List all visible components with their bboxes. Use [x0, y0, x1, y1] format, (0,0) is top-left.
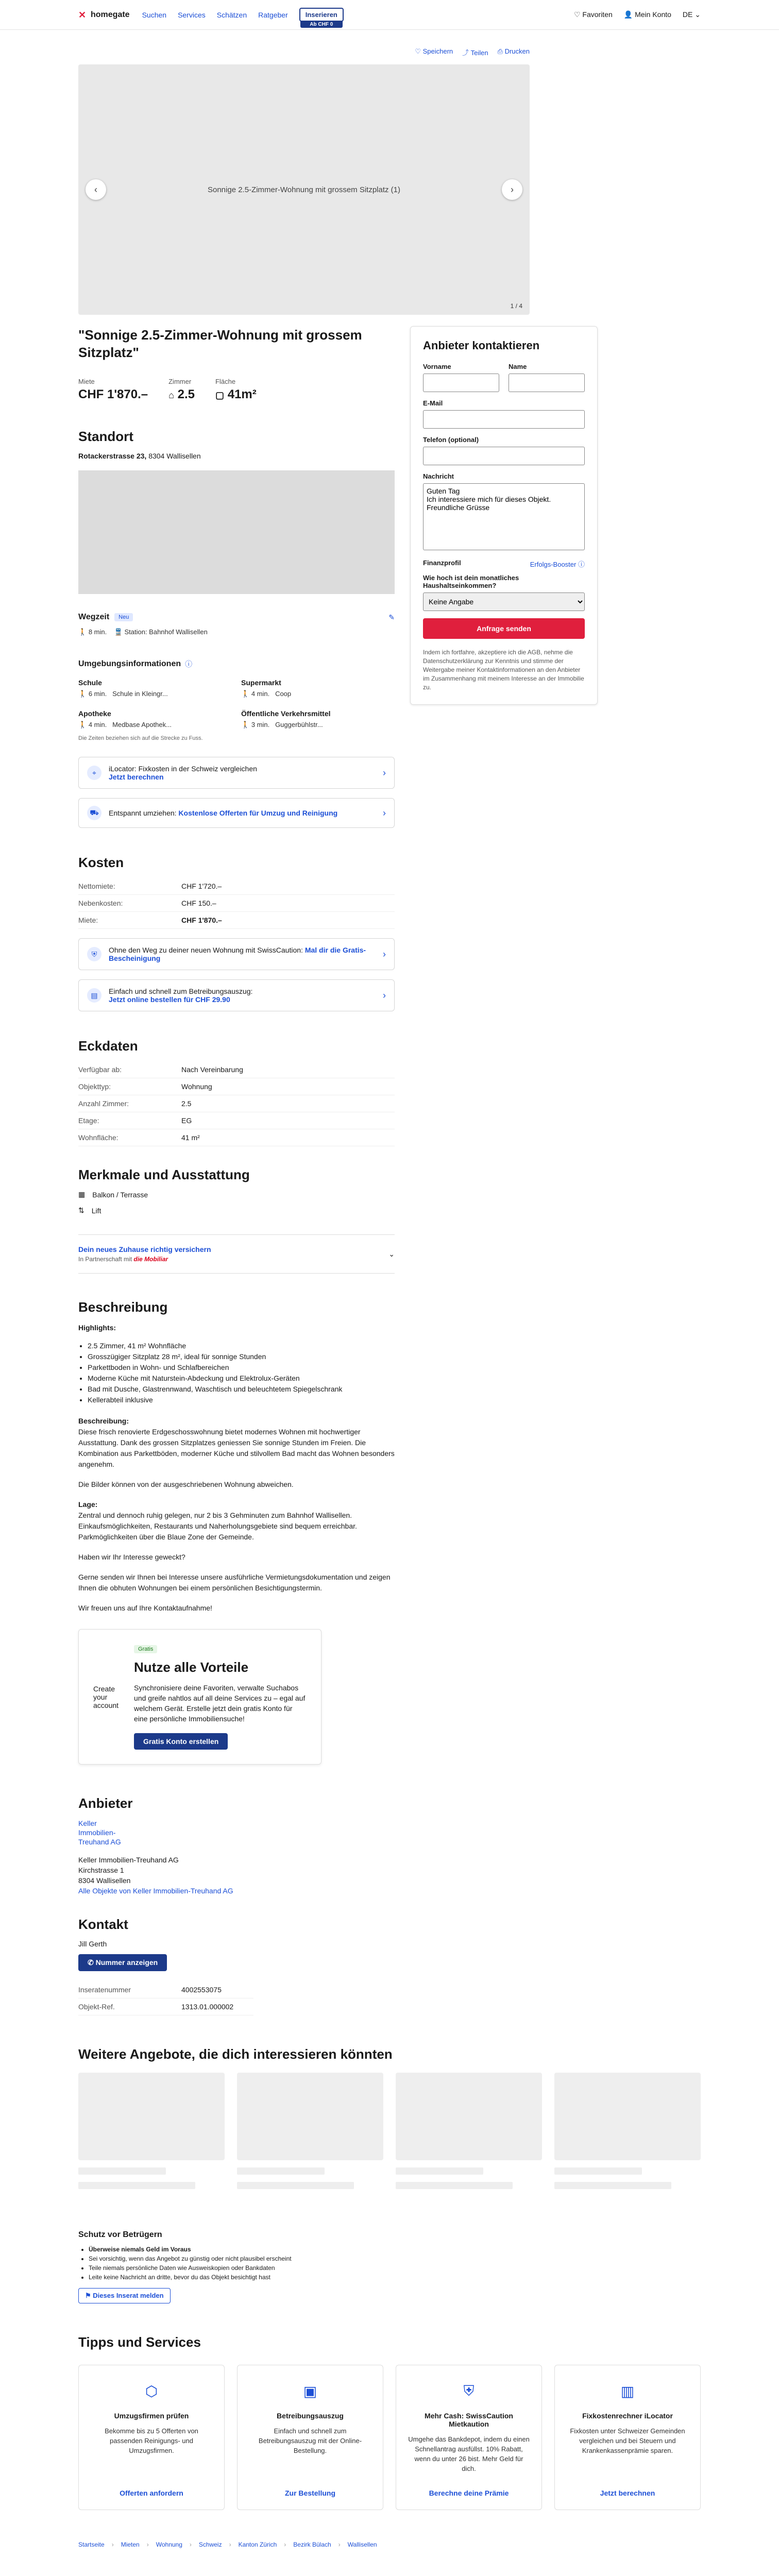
- env-grid: [78, 679, 395, 729]
- commute-row: 🚶 8 min. 🚆 Station: Bahnhof Wallisellen: [78, 628, 208, 636]
- list-item: • Grosszügiger Sitzplatz 28 m², ideal für sonnige Stunden: [88, 1351, 395, 1362]
- table-row: Wohnfläche: 41 m²: [78, 1129, 395, 1146]
- chevron-right-icon: ›: [383, 767, 386, 778]
- map[interactable]: [78, 470, 395, 594]
- table-row: Anzahl Zimmer: 2.5: [78, 1095, 395, 1112]
- env-item: Schule 🚶 6 min. Schule in Kleingr...: [78, 679, 168, 698]
- table-row: Nebenkosten: CHF 150.–: [78, 895, 395, 912]
- insert-button[interactable]: Inserieren Ab CHF 0: [299, 8, 344, 22]
- chevron-right-icon: ›: [511, 184, 514, 195]
- tips-cards: [78, 2365, 701, 2510]
- chevron-right-icon: ›: [383, 990, 386, 1001]
- breadcrumb-item[interactable]: Mieten: [121, 2541, 140, 2548]
- list-item: • Kellerabteil inklusive: [88, 1395, 395, 1405]
- language-select[interactable]: DE ⌄: [682, 10, 701, 19]
- env-item: Öffentliche Verkehrsmittel 🚶 3 min. Guggerbühlstr...: [241, 709, 331, 728]
- header-right: [574, 10, 701, 19]
- offer-card-placeholder[interactable]: [78, 2073, 225, 2189]
- list-item: • Bad mit Dusche, Glastrennwand, Waschtisch und beleuchtetem Spiegelschrank: [88, 1384, 395, 1395]
- chevron-right-icon: ›: [383, 807, 386, 818]
- offer-card-placeholder[interactable]: [396, 2073, 542, 2189]
- list-item: • Parkettboden in Wohn- und Schlafbereichen: [88, 1362, 395, 1373]
- breadcrumb: Startseite › Mieten › Wohnung › Schweiz › Kanton Zürich › Bezirk Bülach › Wallisellen: [78, 2541, 377, 2548]
- balcony-icon: ▦: [78, 1190, 86, 1198]
- show-number-button[interactable]: ✆ Nummer anzeigen: [78, 1954, 167, 1971]
- document-icon: ▤: [87, 988, 101, 1003]
- listing-title: "Sonnige 2.5-Zimmer-Wohnung mit grossem Sitzplatz": [78, 327, 362, 360]
- breadcrumb-item[interactable]: Bezirk Bülach: [293, 2541, 331, 2548]
- nav-ratgeber[interactable]: Ratgeber: [258, 10, 288, 19]
- share-icon: ⤴: [462, 49, 469, 57]
- table-row: Verfügbar ab: Nach Vereinbarung: [78, 1061, 395, 1078]
- env-item: Apotheke 🚶 4 min. Medbase Apothek...: [78, 709, 172, 728]
- area-value: 41m²: [227, 387, 257, 401]
- tip-link[interactable]: Offerten anfordern: [120, 2489, 183, 2497]
- breadcrumb-item[interactable]: Wallisellen: [347, 2541, 377, 2548]
- ilocator-icon: ⌖: [87, 766, 101, 780]
- rooms-value: 2.5: [177, 387, 195, 401]
- more-offers: Weitere Angebote, die dich interessieren könnten: [78, 2046, 701, 2189]
- first-name-input[interactable]: [423, 374, 499, 392]
- top-header: [0, 0, 779, 30]
- list-item: • Teile niemals persönliche Daten wie Ausweiskopien oder Bankdaten: [89, 2263, 701, 2273]
- description-heading: Beschreibung: [78, 1299, 168, 1315]
- image-gallery[interactable]: [78, 64, 530, 315]
- lift-icon: ⇅: [78, 1206, 84, 1214]
- tips-heading: Tipps und Services: [78, 2334, 201, 2350]
- insert-badge: Ab CHF 0: [300, 21, 343, 28]
- main-nav: [142, 11, 288, 19]
- account-link[interactable]: 👤 Mein Konto: [623, 10, 671, 19]
- chevron-right-icon: ›: [383, 948, 386, 959]
- walk-icon: 🚶: [78, 628, 87, 636]
- shield-icon: ⛨: [463, 2383, 475, 2399]
- message-textarea[interactable]: [423, 483, 585, 550]
- promo-ilocator[interactable]: ⌖ iLocator: Fixkosten in der Schweiz vergleichen Jetzt berechnen ›: [78, 757, 395, 789]
- chevron-left-icon: ‹: [94, 184, 97, 195]
- info-icon[interactable]: ⓘ: [185, 660, 193, 668]
- nav-services[interactable]: Services: [178, 10, 206, 19]
- table-row: Miete: CHF 1'870.–: [78, 912, 395, 929]
- table-row: Objekttyp: Wohnung: [78, 1078, 395, 1095]
- last-name-input[interactable]: [509, 374, 585, 392]
- income-select[interactable]: [423, 592, 585, 611]
- provider-logo[interactable]: Keller Immobilien- Treuhand AG: [78, 1819, 121, 1846]
- booster-link[interactable]: Erfolgs-Booster ⓘ: [530, 561, 585, 568]
- tip-card: ⛨ Mehr Cash: SwissCaution Mietkaution Umgehe das Bankdepot, indem du einen Schnellantrag ausfüllst. 10% Rabatt, wenn du unter 26 bist. Mehr Geld für dich. Berechne deine Prämie: [396, 2365, 542, 2510]
- gallery-counter: 1 / 4: [510, 302, 522, 310]
- offer-card-placeholder[interactable]: [554, 2073, 701, 2189]
- gratis-badge: Gratis: [134, 1645, 157, 1653]
- home-icon: ⌂: [168, 390, 174, 400]
- costs-table: [78, 878, 395, 929]
- phone-field[interactable]: [423, 447, 585, 465]
- list-item: • Moderne Küche mit Naturstein-Abdeckung und Elektrolux-Geräten: [88, 1373, 395, 1384]
- facts-heading: Eckdaten: [78, 1038, 138, 1054]
- description: Highlights: • 2.5 Zimmer, 41 m² Wohnfläche • Grosszügiger Sitzplatz 28 m², ideal für sonnige Stunden • Parkettboden in Wohn- und Schlafbereichen • Moderne Küche mit Naturstein-Abdeckung und Elektrolux-Geräten • Bad mit Dusche, Glastrennwand, Waschtisch und beleuchtetem Spiegelschrank • Kellerabteil inklusive Beschreibung: Diese frisch renovierte Erdgeschosswohnung bietet modernes Wohnen mit hochwertiger Ausstattung. Dank des grossen Sitzplatzes geniessen Sie sonnige Stunden im Freien. Die Kombination aus Parkettböden, moderner Küche und stilvollem Bad macht das Wohnen besonders angenehm. Die Bilder können von der ausgeschriebenen Wohnung abweichen. Lage: Zentral und dennoch ruhig gelegen, nur 2 bis 3 Gehminuten zum Bahnhof Wallisellen. Einkaufsmöglichkeiten, Restaurants und Naherholungsgebiete sind bequem erreichbar. Parkmöglichkeiten über die Blaue Zone der Gemeinde. Haben wir Ihr Interesse geweckt? Gerne senden wir Ihnen bei Interesse unsere ausführliche Vermietungsdokumentation und zeigen Ihnen die obhuten Wohnungen bei einem persönlichen Besichtigungstermin. Wir freuen uns auf Ihre Kontaktaufnahme!: [78, 1323, 395, 1614]
- list-item: • Überweise niemals Geld im Voraus: [89, 2245, 701, 2254]
- offer-card-placeholder[interactable]: [237, 2073, 383, 2189]
- logo[interactable]: ✕ homegate: [78, 9, 130, 20]
- tip-card: ▥ Fixkostenrechner iLocator Fixkosten unter Schweizer Gemeinden vergleichen und bei Steuern und Krankenkassenprämie sparen. Jetzt berechnen: [554, 2365, 701, 2510]
- table-row: Etage: EG: [78, 1112, 395, 1129]
- report-listing-button[interactable]: ⚑ Dieses Inserat melden: [78, 2288, 171, 2303]
- new-badge: Neu: [114, 613, 133, 621]
- all-objects-link[interactable]: Alle Objekte von Keller Immobilien-Treuhand AG: [78, 1887, 233, 1895]
- contact-person: Jill Gerth: [78, 1940, 107, 1948]
- table-row: Objekt-Ref. 1313.01.000002: [78, 1998, 253, 2015]
- truck-icon: ⛟: [87, 806, 101, 820]
- promo-betreibung[interactable]: ▤ Einfach und schnell zum Betreibungsauszug: Jetzt online bestellen für CHF 29.90 ›: [78, 979, 395, 1011]
- user-icon: 👤: [623, 10, 633, 19]
- contact-form: Anbieter kontaktieren Vorname Name E-Mail Telefon (optional) Nachricht Guten Tag Ich interessiere mich für dieses Objekt. Freundliche Grüsse Finanzprofil Erfolgs-Booster ⓘ Wie hoch ist dein monatliches Haushaltseinkommen? Keine Angabe Anfrage senden Indem ich fortfahre, akzeptiere ich die AGB, nehme die Datenschutzerklärung zur Kenntnis und stimme der Weitergabe meiner Kontaktinformationen an den Anbieter im Zusammenhang mit meinem Interesse an der Immobilie zu.: [410, 326, 598, 705]
- feature-item: ▦ Balkon / Terrasse: [78, 1190, 148, 1199]
- shield-icon: ⛨: [87, 947, 101, 961]
- walk-icon: 🚶: [241, 721, 250, 728]
- legal-text: Indem ich fortfahre, akzeptiere ich die AGB, nehme die Datenschutzerklärung zur Kenntnis und stimme der Weitergabe meiner Kontaktinformationen an den Anbieter im Zusammenhang mit meinem Interesse an der Immobilie zu.: [423, 649, 584, 691]
- nav-schaetzen[interactable]: Schätzen: [216, 10, 247, 19]
- heart-icon: ♡: [415, 47, 421, 55]
- provider-heading: Anbieter: [78, 1795, 133, 1811]
- table-row: Nettomiete: CHF 1'720.–: [78, 878, 395, 895]
- info-icon: ⓘ: [578, 561, 585, 568]
- tip-card: ⬡ Umzugsfirmen prüfen Bekomme bis zu 5 Offerten von passenden Reinigungs- und Umzugsfirmen. Offerten anfordern: [78, 2365, 225, 2510]
- main-column: [78, 326, 395, 2015]
- list-item: • 2.5 Zimmer, 41 m² Wohnfläche: [88, 1341, 395, 1351]
- account-promo: Create your account Gratis Nutze alle Vorteile Synchronisiere deine Favoriten, verwalte Suchabos und greife nahtlos auf all deine Services zu – egal auf welchem Gerät. Erstelle jetzt dein gratis Konto für eine persönliche Immobiliensuche! Gratis Konto erstellen: [78, 1629, 321, 1765]
- gallery-caption: Sonnige 2.5-Zimmer-Wohnung mit grossem Sitzplatz (1): [207, 185, 401, 194]
- table-row: Inseratenummer 4002553075: [78, 1981, 253, 1998]
- logo-icon: ✕: [78, 9, 87, 20]
- rooms-label: Zimmer: [168, 378, 192, 385]
- area-icon: ▢: [215, 390, 225, 400]
- gallery-prev-button[interactable]: [86, 179, 106, 200]
- insurance-promo[interactable]: Dein neues Zuhause richtig versichern In Partnerschaft mit die Mobiliar ⌄: [78, 1234, 395, 1274]
- walk-icon: 🚶: [241, 690, 250, 698]
- feature-item: ⇅ Lift: [78, 1206, 101, 1215]
- provider-address: Keller Immobilien-Treuhand AG Kirchstrasse 1 8304 Wallisellen Alle Objekte von Keller Immobilien-Treuhand AG: [78, 1856, 233, 1895]
- save-button[interactable]: ♡ Speichern: [415, 47, 453, 55]
- send-request-button[interactable]: Anfrage senden: [423, 618, 585, 639]
- heart-icon: ♡: [573, 10, 581, 19]
- listing-actions: [78, 30, 530, 64]
- breadcrumb-item[interactable]: Kanton Zürich: [238, 2541, 277, 2548]
- chevron-down-icon: ⌄: [388, 1249, 395, 1258]
- promo-swisscaution[interactable]: ⛨ Ohne den Weg zu deiner neuen Wohnung mit SwissCaution: Mal dir die Gratis-Bescheinigung ›: [78, 938, 395, 970]
- register-icon: ▣: [303, 2383, 317, 2399]
- contact-heading: Kontakt: [78, 1917, 128, 1932]
- ids-table: [78, 1981, 253, 2015]
- tip-card: ▣ Betreibungsauszug Einfach und schnell zum Betreibungsauszug mit der Online-Bestellung. Zur Bestellung: [237, 2365, 383, 2510]
- features-heading: Merkmale und Ausstattung: [78, 1167, 250, 1182]
- tip-link[interactable]: Berechne deine Prämie: [429, 2489, 509, 2497]
- tip-link[interactable]: Jetzt berechnen: [600, 2489, 655, 2497]
- box-icon: ⬡: [145, 2383, 158, 2399]
- print-button[interactable]: ⎙ Drucken: [497, 47, 530, 55]
- favorites-link[interactable]: ♡ Favoriten: [573, 10, 613, 19]
- rent-label: Miete: [78, 378, 95, 385]
- breadcrumb-item[interactable]: Wohnung: [156, 2541, 182, 2548]
- tip-link[interactable]: Zur Bestellung: [284, 2489, 335, 2497]
- breadcrumb-item[interactable]: Schweiz: [198, 2541, 222, 2548]
- facts-table: [78, 1061, 395, 1146]
- share-button[interactable]: ⤴ Teilen: [462, 49, 488, 57]
- map-icon: ▥: [620, 2383, 635, 2399]
- key-facts: [78, 378, 395, 402]
- costs-heading: Kosten: [78, 855, 124, 870]
- gallery-next-button[interactable]: [502, 179, 522, 200]
- train-icon: 🚆: [114, 628, 123, 636]
- flag-icon: ⚑: [85, 2292, 91, 2299]
- env-item: Supermarkt 🚶 4 min. Coop: [241, 679, 292, 698]
- print-icon: ⎙: [497, 47, 503, 55]
- location-heading: Standort: [78, 429, 133, 444]
- phone-icon: ✆: [88, 1958, 94, 1967]
- nav-suchen[interactable]: Suchen: [142, 10, 167, 19]
- commute-header: Wegzeit Neu ✎: [78, 613, 395, 621]
- promo-moving[interactable]: ⛟ Entspannt umziehen: Kostenlose Offerten für Umzug und Reinigung ›: [78, 798, 395, 828]
- list-item: • Leite keine Nachricht an dritte, bevor du das Objekt besichtigt hast: [89, 2273, 701, 2282]
- list-item: • Sei vorsichtig, wenn das Angebot zu günstig oder nicht plausibel erscheint: [89, 2254, 701, 2263]
- email-field[interactable]: [423, 410, 585, 429]
- walk-icon: 🚶: [78, 690, 87, 698]
- address: Rotackerstrasse 23, 8304 Wallisellen: [78, 452, 201, 460]
- fraud-notice: Schutz vor Betrügern • Überweise niemals Geld im Voraus • Sei vorsichtig, wenn das Angebot zu günstig oder nicht plausibel erscheint • Teile niemals persönliche Daten wie Ausweiskopien oder Bankdaten • Leite keine Nachricht an dritte, bevor du das Objekt besichtigt hast ⚑ Dieses Inserat melden: [78, 2230, 701, 2303]
- rent-value: CHF 1'870.–: [78, 387, 148, 401]
- env-header: Umgebungsinformationen ⓘ: [78, 659, 193, 668]
- breadcrumb-item[interactable]: Startseite: [78, 2541, 105, 2548]
- contact-sidebar: [410, 326, 598, 2015]
- create-account-button[interactable]: Gratis Konto erstellen: [134, 1733, 228, 1750]
- edit-icon[interactable]: ✎: [388, 613, 395, 621]
- area-label: Fläche: [215, 378, 236, 385]
- env-note: Die Zeiten beziehen sich auf die Strecke zu Fuss.: [78, 735, 203, 741]
- walk-icon: 🚶: [78, 721, 87, 728]
